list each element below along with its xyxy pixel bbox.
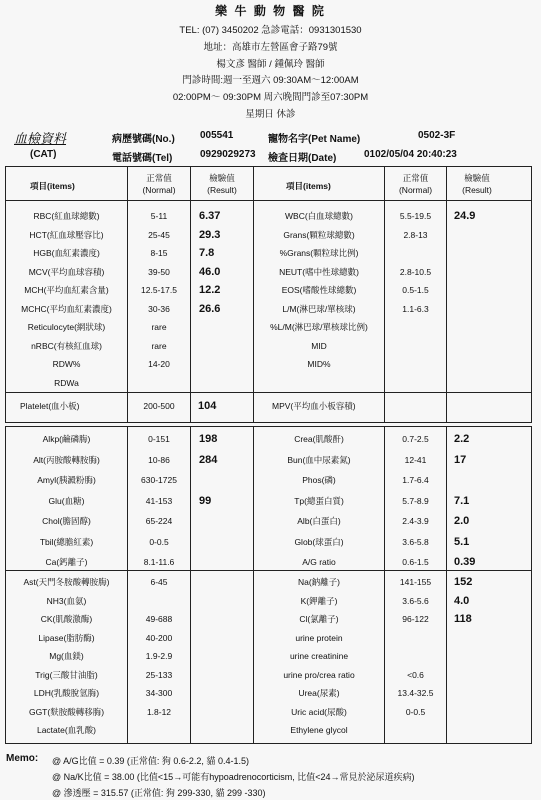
- pet-label: 寵物名字(Pet Name): [268, 134, 361, 145]
- chem-left2-normal: 49-688: [145, 614, 173, 624]
- cbc-normal-header-left-en: (Normal): [142, 185, 176, 195]
- chem-right1-item: Crea(肌酸酐): [294, 434, 344, 444]
- cbc-right-item: MID%: [307, 359, 331, 369]
- chem-left1-normal: 65-224: [145, 516, 173, 526]
- chem-right2-result: 152: [454, 576, 473, 588]
- chem-left2-normal: 1.8-12: [146, 706, 172, 717]
- chem-right1-result: 0.39: [454, 556, 476, 568]
- chem-right2-item: K(鉀離子): [300, 595, 338, 606]
- chem-left1-result: 284: [199, 453, 218, 466]
- chem-right1-normal: 0.7-2.5: [402, 434, 429, 444]
- cbc-left-result: 12.2: [199, 284, 221, 296]
- tel-label: 電話號碼(Tel): [112, 153, 173, 164]
- chem-left2-item: LDH(乳酸脫氫脢): [33, 688, 100, 698]
- chem-left2-normal: 25-133: [145, 669, 173, 680]
- cbc-item-header-left: 項目(items): [30, 181, 75, 191]
- chem-left1-item: Glu(血糖): [48, 495, 85, 506]
- cbc-left-result: 6.37: [199, 210, 221, 222]
- chem-right2-item: Cl(氯離子): [299, 614, 339, 624]
- platelet-result: 104: [198, 400, 217, 412]
- cbc-result-header-left-en: (Result): [207, 185, 237, 195]
- species: (CAT): [30, 149, 57, 160]
- record-label: 病歷號碼(No.): [112, 134, 175, 145]
- chem-right2-normal: 0-0.5: [405, 706, 426, 717]
- cbc-left-item: RBC(紅血球總數): [33, 211, 100, 221]
- chem-right2-item: Urea(尿素): [298, 688, 340, 698]
- cbc-left-item: Reticulocyte(網狀球): [27, 322, 106, 332]
- cbc-right-item: L/M(淋巴球/單核球): [282, 303, 356, 314]
- cbc-left-item: MCH(平均血紅素含量): [24, 285, 109, 295]
- cbc-left-result: 7.8: [199, 247, 215, 259]
- cbc-left-normal: 30-36: [148, 303, 170, 314]
- chem-right1-normal: 1.7-6.4: [402, 475, 429, 485]
- chem-right1-item: Alb(白蛋白): [297, 516, 341, 526]
- chem-left2-item: GGT(麩胺酸轉移脢): [28, 706, 105, 717]
- chem-right1-normal: 12-41: [404, 454, 427, 465]
- cbc-right-item: WBC(白血球總數): [285, 211, 353, 221]
- chem-right2-normal: 141-155: [399, 577, 432, 587]
- cbc-left-result: 46.0: [199, 265, 221, 278]
- cbc-left-normal: 25-45: [148, 229, 170, 240]
- chem-right1-item: Glob(球蛋白): [294, 536, 344, 547]
- clinic-contact: TEL: (07) 3450202 急診電話：0931301530: [179, 25, 362, 36]
- date-label: 檢查日期(Date): [268, 153, 337, 164]
- chem-left2-item: Trig(三酸甘油脂): [35, 669, 98, 680]
- cbc-right-normal: 2.8-13: [403, 229, 428, 240]
- cbc-right-item: %L/M(淋巴球/單核球比例): [270, 322, 368, 332]
- cbc-right-result: 24.9: [454, 210, 476, 222]
- cbc-left-item: nRBC(有核紅血球): [31, 340, 102, 351]
- clinic-name: 樂 牛 動 物 醫 院: [215, 4, 326, 18]
- memo-label: Memo:: [6, 753, 39, 764]
- chem-left1-item: Ca(鈣離子): [45, 557, 88, 567]
- chem-left1-item: Tbil(總膽紅素): [39, 536, 94, 547]
- platelet-normal: 200-500: [143, 401, 175, 411]
- chem-right1-item: Tp(總蛋白質): [294, 495, 344, 506]
- cbc-left-normal: 12.5-17.5: [141, 285, 177, 295]
- chem-left1-normal: 8.1-11.6: [143, 557, 175, 567]
- chem-left2-item: NH3(血氨): [46, 595, 87, 606]
- cbc-left-normal: rare: [151, 322, 167, 332]
- chem-right2-normal: 3.6-5.6: [402, 595, 429, 606]
- chem-right1-result: 2.2: [454, 433, 470, 445]
- chem-right1-result: 17: [454, 453, 467, 466]
- chem-right2-item: urine creatinine: [289, 651, 349, 661]
- chem-left1-item: Alkp(鹼磷脢): [42, 434, 91, 444]
- exam-date: 0102/05/04 20:40:23: [364, 149, 457, 160]
- chem-left2-item: Lipase(脂肪酶): [38, 632, 95, 643]
- cbc-left-item: RDW%: [52, 359, 81, 369]
- cbc-left-item: MCV(平均血球容積): [28, 266, 105, 277]
- chem-left2-normal: 40-200: [145, 632, 173, 643]
- chem-right2-item: Na(鈉離子): [297, 577, 341, 587]
- cbc-normal-header-right-en: (Normal): [398, 185, 433, 195]
- cbc-normal-header-left: 正常值: [146, 173, 172, 183]
- section-title: 血檢資料: [14, 131, 67, 146]
- cbc-left-normal: 39-50: [148, 266, 170, 277]
- memo-line-3: @ 滲透壓 = 315.57 (正常值: 狗 299-330, 貓 299 -330): [52, 788, 266, 798]
- platelet-item: Platelet(血小板): [20, 401, 80, 411]
- cbc-right-item: EOS(嗜酸性球總數): [281, 285, 357, 295]
- cbc-right-item: NEUT(嗜中性球總數): [279, 266, 359, 277]
- cbc-right-normal: 1.1-6.3: [402, 303, 429, 314]
- chem-left2-normal: 34-300: [145, 688, 173, 698]
- chem-left1-normal: 0-0.5: [149, 536, 169, 547]
- chem-right1-result: 7.1: [454, 494, 470, 507]
- chem-left2-normal: 6-45: [150, 577, 168, 587]
- chem-right2-item: urine protein: [295, 632, 343, 643]
- chem-right1-normal: 3.6-5.8: [402, 536, 429, 547]
- cbc-result-header-left: 檢驗值: [209, 173, 235, 183]
- chem-right2-normal: 96-122: [402, 614, 429, 624]
- cbc-result-header-right: 檢驗值: [464, 173, 490, 183]
- chem-left1-item: Chol(膽固醇): [42, 516, 91, 526]
- chem-left1-normal: 630-1725: [141, 475, 177, 485]
- cbc-right-item: %Grans(顆粒球比例): [279, 248, 359, 258]
- memo-line-2: @ Na/K比值 = 38.00 (比值<15→可能有hypoadrenocorticism, 比值<24→常見於泌尿道疾病): [52, 772, 415, 782]
- cbc-result-header-right-en: (Result): [462, 185, 492, 195]
- chem-right2-item: Ethylene glycol: [290, 725, 348, 735]
- chem-right1-result: 2.0: [454, 515, 470, 527]
- chem-left1-item: Amyl(胰澱粉脢): [37, 475, 96, 485]
- cbc-right-item: MID: [311, 340, 327, 351]
- pet-name: 0502-3F: [418, 130, 456, 141]
- chem-left1-item: Alt(丙胺酸轉胺脢): [33, 454, 100, 465]
- cbc-left-result: 26.6: [199, 302, 221, 315]
- chem-left2-item: Lactate(血乳酸): [36, 725, 97, 735]
- clinic-address: 地址：高雄市左營區會子路79號: [203, 42, 338, 53]
- cbc-left-normal: rare: [151, 340, 167, 351]
- chem-right1-item: A/G ratio: [302, 557, 336, 567]
- mpv-item: MPV(平均血小板容積): [272, 401, 356, 411]
- cbc-left-item: RDWa: [54, 377, 79, 388]
- chem-right2-result: 118: [454, 613, 472, 625]
- cbc-item-header-right: 項目(items): [286, 181, 331, 191]
- chem-right1-item: Phos(磷): [302, 475, 336, 485]
- chem-right2-item: Uric acid(尿酸): [291, 706, 347, 717]
- chem-left2-normal: 1.9-2.9: [145, 651, 173, 661]
- chem-right2-result: 4.0: [454, 594, 470, 607]
- cbc-left-result: 29.3: [199, 228, 221, 241]
- chem-right2-normal: 13.4-32.5: [397, 688, 434, 698]
- cbc-right-normal: 2.8-10.5: [399, 266, 432, 277]
- cbc-left-item: HCT(紅血球壓容比): [29, 229, 104, 240]
- chem-left1-normal: 10-86: [148, 454, 170, 465]
- cbc-right-normal: 5.5-19.5: [399, 211, 432, 221]
- record-number: 005541: [200, 130, 234, 141]
- cbc-normal-header-right: 正常值: [402, 173, 429, 183]
- chem-right1-normal: 2.4-3.9: [402, 516, 429, 526]
- cbc-right-normal: 0.5-1.5: [402, 285, 429, 295]
- chem-left1-result: 99: [199, 494, 212, 507]
- chem-left1-normal: 0-151: [148, 434, 170, 444]
- chem-right1-result: 5.1: [454, 535, 470, 548]
- clinic-hours-1: 門診時間:週一至週六 09:30AM～12:00AM: [182, 75, 359, 86]
- cbc-left-item: MCHC(平均血紅素濃度): [21, 303, 112, 314]
- chem-left1-normal: 41-153: [145, 495, 173, 506]
- chem-left1-result: 198: [199, 433, 218, 445]
- chem-right1-item: Bun(血中尿素氮): [287, 454, 351, 465]
- clinic-doctors: 楊文彥 醫師 / 鍾佩玲 醫師: [216, 59, 325, 70]
- chem-right2-item: urine pro/crea ratio: [283, 669, 355, 680]
- chem-left2-item: Ast(天門冬胺酸轉胺脢): [23, 577, 110, 587]
- chem-right1-normal: 5.7-8.9: [402, 495, 429, 506]
- cbc-left-normal: 5-11: [150, 211, 168, 221]
- cbc-right-item: Grans(顆粒球總數): [283, 229, 355, 240]
- cbc-left-normal: 8-15: [150, 248, 168, 258]
- cbc-left-normal: 14-20: [148, 359, 170, 369]
- cbc-left-item: HGB(血紅素濃度): [33, 248, 100, 258]
- chem-left2-item: CK(肌酸激酶): [40, 614, 93, 624]
- clinic-hours-2: 02:00PM～ 09:30PM 周六晚間門診至07:30PM: [172, 92, 369, 103]
- chem-right1-normal: 0.6-1.5: [402, 557, 429, 567]
- memo-line-1: @ A/G比值 = 0.39 (正常值: 狗 0.6-2.2, 貓 0.4-1.5): [52, 756, 249, 766]
- tel-number: 0929029273: [200, 149, 256, 160]
- clinic-closed: 星期日 休診: [245, 109, 296, 120]
- chem-left2-item: Mg(血鎂): [49, 651, 84, 661]
- chem-right2-normal: <0.6: [407, 669, 424, 680]
